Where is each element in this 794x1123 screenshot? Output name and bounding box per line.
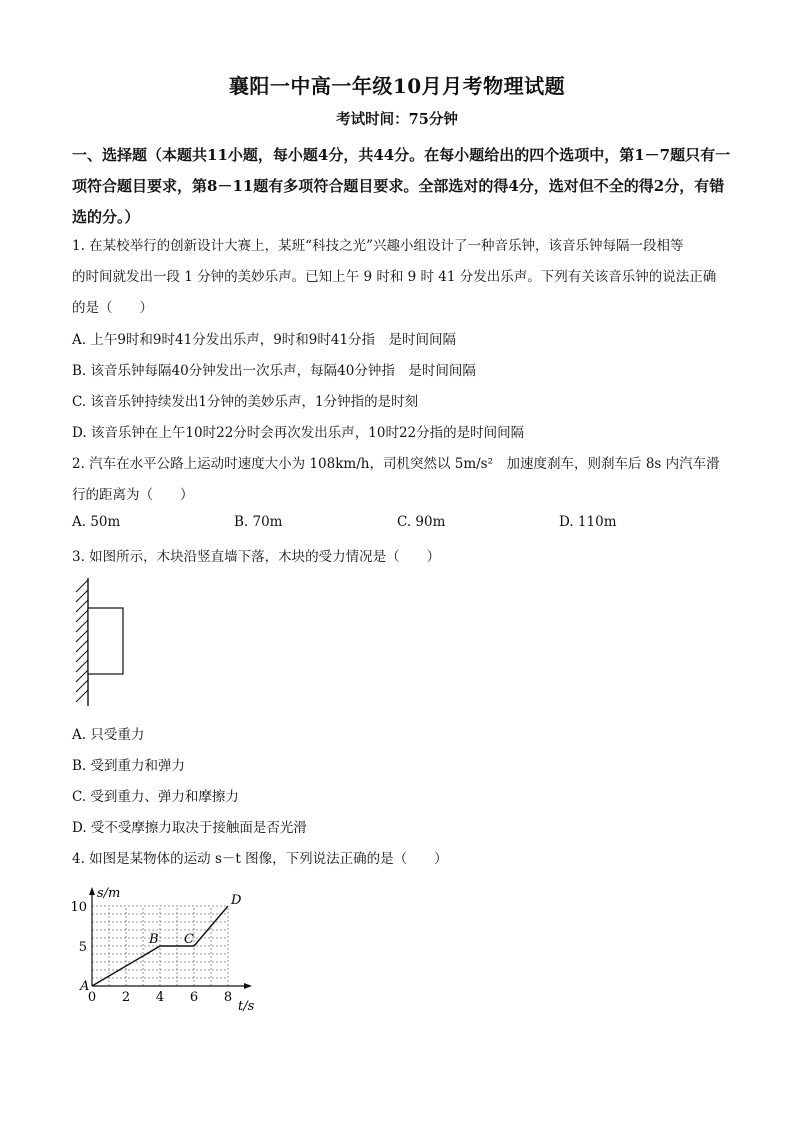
point-label-c: C xyxy=(184,932,194,947)
point-label-d: D xyxy=(231,893,242,908)
q3-option-a: A. 只受重力 xyxy=(72,727,145,743)
q4-line: 4. 如图是某物体的运动 s－t 图像，下列说法正确的是（ ） xyxy=(72,851,448,867)
point-label-a: A xyxy=(80,979,90,994)
q2-option-b: B. 70m xyxy=(234,514,283,530)
x-tick-label: 2 xyxy=(121,990,131,1005)
exam-title: 襄阳一中高一年级10月月考物理试题 xyxy=(228,74,566,98)
x-axis-arrow xyxy=(244,983,252,989)
q2-option-c: C. 90m xyxy=(397,514,446,530)
q3-option-c: C. 受到重力、弹力和摩擦力 xyxy=(72,789,239,805)
q2-option-d: D. 110m xyxy=(559,514,617,530)
q1-option-c: C. 该音乐钟持续发出1分钟的美妙乐声，1分钟指的是时刻 xyxy=(72,394,419,410)
wall-block-figure xyxy=(68,576,130,708)
x-tick-label: 8 xyxy=(223,990,233,1005)
q1-line-1: 1. 在某校举行的创新设计大赛上，某班“科技之光”兴趣小组设计了一种音乐钟，该音乐钟每隔一段相等 xyxy=(72,238,684,254)
wall-hatching xyxy=(76,580,88,702)
q1-line-2: 的时间就发出一段 1 分钟的美妙乐声。已知上午 9 时和 9 时 41 分发出乐声。下列有关该音乐钟的说法正确 xyxy=(72,269,717,285)
q2-option-a: A. 50m xyxy=(72,514,121,530)
y-axis-arrow xyxy=(89,887,95,895)
q1-line-3: 的是（ ） xyxy=(72,300,153,316)
wooden-block xyxy=(88,608,123,674)
q3-line: 3. 如图所示，木块沿竖直墙下落，木块的受力情况是（ ） xyxy=(72,549,441,565)
point-label-b: B xyxy=(149,932,159,947)
q2-line-1: 2. 汽车在水平公路上运动时速度大小为 108km/h，司机突然以 5m/s² 加速度刹车，则刹车后 8s 内汽车滑 xyxy=(72,456,720,472)
x-tick-label: 0 xyxy=(87,990,97,1005)
y-axis-label: s/m xyxy=(97,886,121,901)
q2-line-2: 行的距离为（ ） xyxy=(72,487,194,503)
exam-duration: 考试时间：75分钟 xyxy=(336,111,458,128)
x-tick-label: 4 xyxy=(155,990,165,1005)
y-tick-label: 5 xyxy=(78,940,87,955)
q3-option-b: B. 受到重力和弹力 xyxy=(72,758,186,774)
q1-option-a: A. 上午9时和9时41分发出乐声，9时和9时41分指 是时间间隔 xyxy=(72,332,457,348)
q1-option-d: D. 该音乐钟在上午10时22分时会再次发出乐声，10时22分指的是时间间隔 xyxy=(72,425,525,441)
x-tick-label: 6 xyxy=(189,990,199,1005)
section-heading: 一、选择题（本题共11小题，每小题4分，共44分。在每小题给出的四个选项中，第1－7题只有一项符合题目要求，第8－11题有多项符合题目要求。全部选对的得4分，选对但不全的得2分，有错选的分。） xyxy=(72,146,731,226)
x-axis-label: t/s xyxy=(238,999,255,1013)
q1-option-b: B. 该音乐钟每隔40分钟发出一次乐声，每隔40分钟指 是时间间隔 xyxy=(72,363,476,379)
s-t-graph xyxy=(70,878,270,1013)
q3-option-d: D. 受不受摩擦力取决于接触面是否光滑 xyxy=(72,820,307,836)
y-tick-label: 10 xyxy=(70,900,87,915)
